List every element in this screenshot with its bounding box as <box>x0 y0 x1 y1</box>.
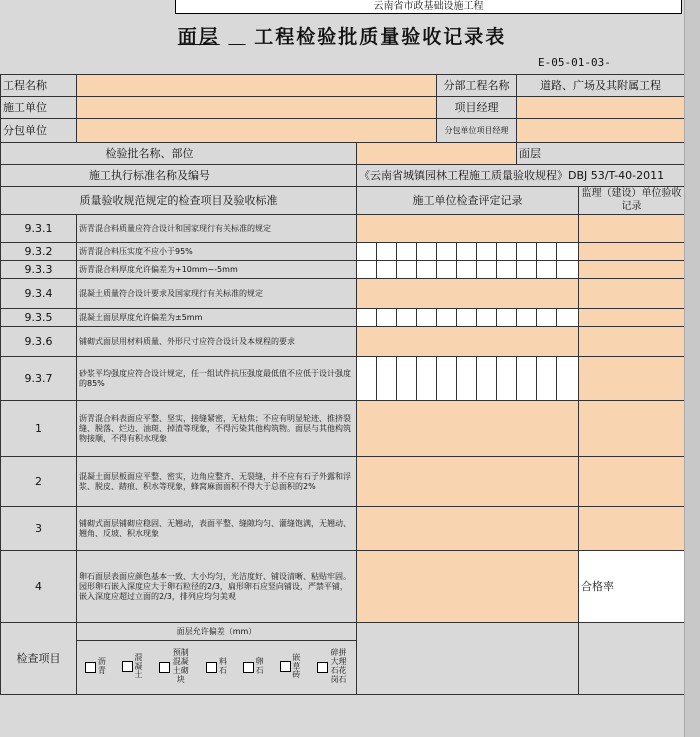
main-item-num: 9.3.3 <box>1 261 77 279</box>
eval-field[interactable] <box>357 551 579 623</box>
eval-cell[interactable] <box>497 243 517 261</box>
type-checkbox[interactable] <box>206 662 217 673</box>
inspection-types-cell <box>77 623 357 695</box>
type-label: 嵌草砖 <box>292 652 301 680</box>
type-label: 沥青 <box>97 657 106 675</box>
eval-cell[interactable] <box>517 261 537 279</box>
main-item-num: 9.3.7 <box>1 357 77 401</box>
eval-field[interactable] <box>357 327 579 357</box>
manager-field[interactable] <box>517 97 685 119</box>
type-checkbox[interactable] <box>280 661 291 672</box>
main-item-text: 沥青混合料厚度允许偏差为+10mm~-5mm <box>77 261 357 279</box>
eval-cell[interactable] <box>497 357 517 401</box>
eval-cell[interactable] <box>377 243 397 261</box>
supervisor-field[interactable] <box>579 215 685 243</box>
eval-cell[interactable] <box>537 357 557 401</box>
type-checkbox[interactable] <box>122 661 133 672</box>
inspection-supervisor <box>579 623 685 695</box>
general-item-num: 3 <box>1 507 77 551</box>
eval-cell[interactable] <box>377 357 397 401</box>
subproject-label: 分部工程名称 <box>437 75 517 97</box>
eval-field[interactable] <box>357 215 579 243</box>
batch-value: 面层 <box>517 143 685 165</box>
general-item-text: 沥青混合料表面应平整、坚实，接缝紧密，无枯焦；不应有明显轮迹、推挤裂缝、脱落、烂边、油斑、掉渣等现象，不得污染其他构筑物。面层与其他构筑物接顺，不得有积水现象 <box>77 401 357 457</box>
supervisor-field[interactable] <box>579 357 685 401</box>
general-item-text: 卵石面层表面应颜色基本一致、大小均匀，光洁度好、铺设清晰、粘贴牢固。园形卵石嵌入深度应大于卵石粒径的2/3，扁形卵石应竖向铺设，严禁平铺，嵌入深度应超过立面的2/3，排列应均匀美观 <box>77 551 357 623</box>
sub-manager-label: 分包单位项目经理 <box>437 119 517 143</box>
general-item-num: 1 <box>1 401 77 457</box>
main-item-num: 9.3.1 <box>1 215 77 243</box>
standard-label: 施工执行标准名称及编号 <box>1 165 357 187</box>
eval-cell[interactable] <box>437 309 457 327</box>
org-cell <box>175 0 682 14</box>
eval-cell[interactable] <box>477 357 497 401</box>
contractor-label: 施工单位 <box>1 97 77 119</box>
eval-cell[interactable] <box>437 243 457 261</box>
title-rest: 工程检验批质量验收记录表 <box>254 26 507 48</box>
supervisor-field[interactable] <box>579 279 685 309</box>
eval-cell[interactable] <box>457 243 477 261</box>
type-checkbox[interactable] <box>317 662 328 673</box>
org-name: 云南省市政基础设施工程 <box>373 1 484 12</box>
batch-label: 检验批名称、部位 <box>1 143 357 165</box>
eval-cell[interactable] <box>417 243 437 261</box>
batch-field[interactable] <box>357 143 517 165</box>
eval-cell[interactable] <box>397 357 417 401</box>
standard-value: 《云南省城镇园林工程施工质量验收规程》DBJ 53/T-40-2011 <box>357 165 685 187</box>
contractor-field[interactable] <box>77 97 437 119</box>
supervisor-field[interactable] <box>579 309 685 327</box>
general-item-num: 2 <box>1 457 77 507</box>
supervisor-field[interactable] <box>579 243 685 261</box>
eval-field[interactable] <box>357 457 579 507</box>
form-code: E-05-01-03- <box>538 56 611 69</box>
items-header: 质量验收规范规定的检查项目及验收标准 <box>1 187 357 215</box>
eval-cell[interactable] <box>377 261 397 279</box>
main-item-num: 9.3.4 <box>1 279 77 309</box>
eval-field[interactable] <box>357 279 579 309</box>
main-item-num: 9.3.5 <box>1 309 77 327</box>
eval-cell[interactable] <box>537 309 557 327</box>
supervisor-field[interactable] <box>579 401 685 457</box>
eval-cell[interactable] <box>417 357 437 401</box>
general-item-num: 4 <box>1 551 77 623</box>
type-label: 料石 <box>218 657 227 675</box>
eval-cell[interactable] <box>357 357 377 401</box>
title-part: 面层 <box>177 26 220 48</box>
supervisor-field[interactable] <box>579 261 685 279</box>
project-name-field[interactable] <box>77 75 437 97</box>
eval-cell[interactable] <box>477 309 497 327</box>
sub-manager-field[interactable] <box>517 119 685 143</box>
eval-cell[interactable] <box>417 261 437 279</box>
eval-cell[interactable] <box>357 243 377 261</box>
contractor-eval-header: 施工单位检查评定记录 <box>357 187 579 215</box>
main-item-text: 砂浆平均强度应符合设计规定，任一组试件抗压强度最低值不应低于设计强度的85% <box>77 357 357 401</box>
eval-cell[interactable] <box>517 243 537 261</box>
main-item-num: 9.3.6 <box>1 327 77 357</box>
eval-cell[interactable] <box>537 243 557 261</box>
main-item-text: 混凝土质量符合设计要求及国家现行有关标准的规定 <box>77 279 357 309</box>
eval-cell[interactable] <box>357 261 377 279</box>
supervisor-field[interactable] <box>579 457 685 507</box>
supervisor-field[interactable] <box>579 327 685 357</box>
main-item-text: 沥青混合料压实度不应小于95% <box>77 243 357 261</box>
main-item-text: 沥青混合料质量应符合设计和国家现行有关标准的规定 <box>77 215 357 243</box>
eval-cell[interactable] <box>517 309 537 327</box>
type-label: 卵石 <box>255 657 264 675</box>
eval-cell[interactable] <box>417 309 437 327</box>
eval-cell[interactable] <box>377 309 397 327</box>
eval-cell[interactable] <box>477 243 497 261</box>
eval-cell[interactable] <box>557 357 579 401</box>
eval-cell[interactable] <box>457 261 477 279</box>
eval-field[interactable] <box>357 401 579 457</box>
supervisor-header: 监理（建设）单位验收记录 <box>579 187 685 215</box>
type-label: 混凝土 <box>134 652 143 680</box>
eval-cell[interactable] <box>537 261 557 279</box>
top-banner <box>0 0 684 14</box>
eval-cell[interactable] <box>437 357 457 401</box>
eval-cell[interactable] <box>457 309 477 327</box>
eval-cell[interactable] <box>497 261 517 279</box>
subproject-value: 道路、广场及其附属工程 <box>517 75 685 97</box>
type-checkbox[interactable] <box>159 662 170 673</box>
eval-cell[interactable] <box>437 261 457 279</box>
pass-rate-label: 合格率 <box>581 579 614 593</box>
main-item-num: 9.3.2 <box>1 243 77 261</box>
eval-cell[interactable] <box>557 243 579 261</box>
eval-cell[interactable] <box>477 261 497 279</box>
manager-label: 项目经理 <box>437 97 517 119</box>
eval-cell[interactable] <box>397 243 417 261</box>
eval-cell[interactable] <box>557 261 579 279</box>
eval-field[interactable] <box>357 507 579 551</box>
pass-rate-cell <box>579 551 685 623</box>
eval-cell[interactable] <box>557 309 579 327</box>
supervisor-field[interactable] <box>579 507 685 551</box>
record-table <box>0 74 685 695</box>
type-label: 碎拼大理石花岗石 <box>330 648 347 684</box>
main-item-text: 铺砌式面层用材料质量、外形尺寸应符合设计及本规程的要求 <box>77 327 357 357</box>
project-name-label: 工程名称 <box>1 75 77 97</box>
type-checkbox[interactable] <box>85 662 96 673</box>
main-item-text: 混凝土面层厚度允许偏差为±5mm <box>77 309 357 327</box>
inspection-eval <box>357 623 579 695</box>
deviation-header: 面层允许偏差（mm） <box>77 624 356 641</box>
eval-cell[interactable] <box>357 309 377 327</box>
eval-cell[interactable] <box>397 309 417 327</box>
subcontractor-label: 分包单位 <box>1 119 77 143</box>
eval-cell[interactable] <box>497 309 517 327</box>
page-title <box>0 22 684 49</box>
eval-cell[interactable] <box>397 261 417 279</box>
general-item-text: 混凝土面层板面应平整、密实，边角应整齐、无裂缝，并不应有石子外露和浮浆、脱皮、踏痕、积水等现象，蜂窝麻面面积不得大于总面积的2% <box>77 457 357 507</box>
type-checkbox[interactable] <box>243 662 254 673</box>
eval-cell[interactable] <box>517 357 537 401</box>
inspection-label: 检查项目 <box>1 623 77 695</box>
type-label: 预制混凝土砌块 <box>172 648 189 684</box>
eval-cell[interactable] <box>457 357 477 401</box>
general-item-text: 铺砌式面层铺砌应稳固、无翘动，表面平整、缝隙均匀、灌缝饱满，无翘动、翘角、反坡、积水现象 <box>77 507 357 551</box>
vertical-scrollbar[interactable] <box>684 0 700 737</box>
subcontractor-field[interactable] <box>77 119 437 143</box>
